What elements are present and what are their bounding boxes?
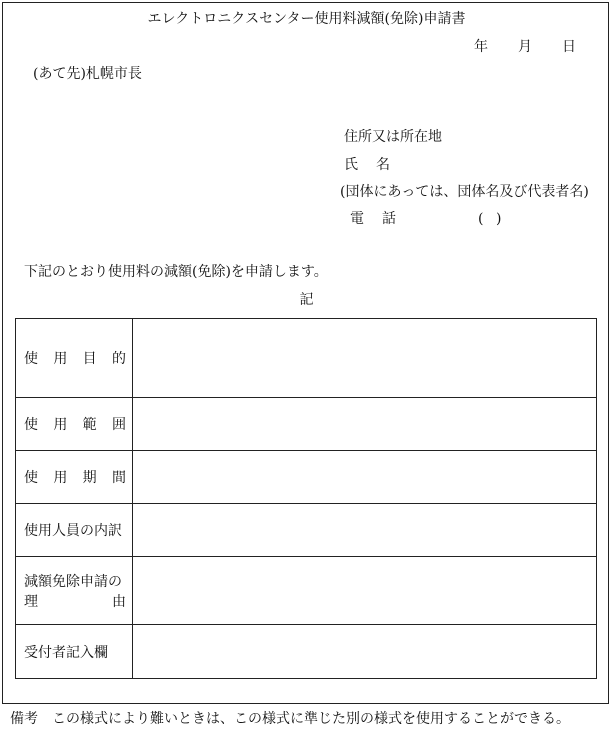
applicant-address-label: 住所又は所在地	[344, 129, 442, 145]
reason-label	[16, 557, 133, 625]
application-table	[15, 318, 597, 679]
purpose-label	[16, 319, 133, 398]
table-row-period	[16, 451, 597, 504]
applicant-phone-label	[350, 212, 396, 226]
label-char: 目	[82, 351, 97, 367]
name-char-2: 名	[376, 157, 390, 173]
form-title: エレクトロニクスセンター使用料減額(免除)申請書	[147, 11, 466, 27]
label-char: 用	[53, 417, 68, 433]
label-char: 使	[24, 470, 38, 486]
date-year-label: 年	[474, 39, 488, 55]
reason-field[interactable]	[133, 557, 597, 625]
label-char: 理	[24, 593, 38, 610]
label-char: 範	[82, 417, 97, 433]
applicant-group-note: (団体にあっては、団体名及び代表者名)	[340, 184, 589, 200]
label-char: 用	[53, 351, 68, 367]
label-char: 間	[111, 470, 126, 486]
table-row-purpose	[16, 319, 597, 398]
period-field[interactable]	[133, 451, 597, 504]
ki-heading: 記	[299, 292, 314, 308]
receiver-field[interactable]	[133, 625, 597, 679]
label-char: 期	[82, 470, 97, 486]
addressee: (あて先)札幌市長	[33, 66, 142, 82]
application-statement: 下記のとおり使用料の減額(免除)を申請します。	[24, 264, 328, 280]
phone-paren-close: )	[496, 211, 502, 227]
phone-paren-open: (	[478, 211, 484, 227]
label-char: 使	[24, 417, 38, 433]
label-char: 用	[53, 470, 68, 486]
label-char: 囲	[111, 417, 126, 433]
scope-label	[16, 398, 133, 451]
date-day-label: 日	[562, 39, 576, 55]
table-row-scope	[16, 398, 597, 451]
date-month-label: 月	[518, 39, 532, 55]
phone-char-2: 話	[382, 211, 396, 227]
scope-field[interactable]	[133, 398, 597, 451]
label-char: 由	[112, 593, 126, 610]
phone-char-1: 電	[350, 211, 364, 227]
purpose-field[interactable]	[133, 319, 597, 398]
receiver-label: 受付者記入欄	[16, 625, 133, 679]
label-char: 使	[24, 351, 38, 367]
table-row-personnel	[16, 504, 597, 557]
period-label	[16, 451, 133, 504]
table-row-receiver	[16, 625, 597, 679]
remarks-note: 備考 この様式により難いときは、この様式に準じた別の様式を使用することができる。	[10, 711, 570, 727]
personnel-label: 使用人員の内訳	[16, 504, 133, 557]
table-row-reason	[16, 557, 597, 625]
reason-label-line1: 減額免除申請の	[24, 573, 122, 590]
applicant-name-label	[344, 158, 390, 172]
label-char: 的	[111, 351, 126, 367]
name-char-1: 氏	[344, 157, 358, 173]
personnel-field[interactable]	[133, 504, 597, 557]
reason-label-line2	[24, 591, 126, 611]
